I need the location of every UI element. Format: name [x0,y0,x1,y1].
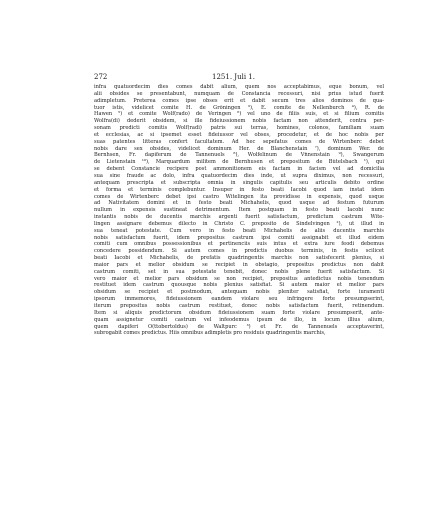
text-line: instantis nobis de ducentis marchis argenti fuerit satisfactum, predictum castrum Wite- [94,214,384,221]
text-line: Bernhsen, Fr. dapiferum de Tannenuels ⁸), Wolfelinum de Vňnenstain ⁹), Swangerum [94,152,384,159]
running-title: 1251. Juli 1. [212,73,255,81]
text-line: et ecclesias, ac si ipsemet esset fideiussor vel obses, procedetur, et de hoc nobis per [94,131,384,138]
text-line: iterum prepositus nobis castrum restituet, donec nobis satisfactum fuerit, retinendum. [94,303,384,309]
text-line: subrogabit comes predictus. Hiis omnibus adimpletis pro residuis quadringentis marchis, [94,330,326,337]
text-line: quem dapiferi O(ttobertoldus) de Waltpurc ³) et Fr. de Tannenuels acceptaverint, [94,323,384,330]
text-line: Hawen ⁵) et comite Wolf(rado) de Veringen ⁶) vel uno de filiis suis, et si filium comitis [94,111,384,118]
text-line: adimpletum. Preterea comes ipse obses erit et dabit secum tres alios dominos de qua- [94,97,384,104]
text-line: beati Iacobi et Michahelis, de prefatis quadringentis marchis non satisfecerit plenius, si [94,255,384,262]
text-line: antequam prescripta et subscripta omnia in singulis capitulis seu articulis debito ordine [94,179,384,186]
text-line: sua sine fraude ac dolo, infra quatuordecim dies inde, ut supra diximus, non recessuri, [94,172,384,179]
text-line: lingen assignare debemus dilecto in Christo C. preposito de Sindelvingen ²), ut illud in [94,220,384,227]
text-line: Wolfra(di) dederit obsidem, si ille fideiussionem nobis factam non attenderit, contra per- [94,118,384,125]
text-line: maior pars et melior obsidum se recipiet in obstagio, prepositus predictus non dabit [94,261,384,268]
text-line: tuor istis, videlicet comite H. de Grőningen ³), E. comite de Nellenburch ⁴), R. de [94,104,384,111]
text-line: comes de Wirtenberc debet ipsi castro Witelingen ita providisse in expensis, quod usque [94,193,384,200]
text-line: castrum comiti, set in sua potestate tenebit, donec nobis plene fuerit satisfactum. Si [94,268,384,275]
text-line: quam assignetur comiti castrum vel infeodemus ipsum de illo, in locum illius alium, [94,316,384,323]
text-line: se debent Constancie recipere post ammonitionem eis factam in facism vel ad domicilia [94,166,384,173]
text-line: ipsorum immemores, fideiussionem eandem violare seu infringere forte presumpserint, [94,296,384,303]
page-header [94,72,384,82]
text-line: nullum in expensis sustineat detrimentum. Item postquam in festo beati Iacobi nunc [94,207,384,214]
text-line: infra quatuordecim dies comes dabit alium, quem nos acceptabimus, eque bonum, vel [94,84,384,90]
text-line: suas patentes litteras confert facultatem. Ad hec sepefatus comes de Wirtenberc debet [94,138,384,145]
text-line: sua teneat potestate. Cum vero in festo beati Michahelis de aliis ducentis marchis [94,227,384,234]
text-line: ad Nativitatem domini et in festo beati Michahelis, quod usque ad festum futurum [94,200,384,207]
text-line: Item si aliquis predictorum obsidum fideiussionem suam forte violare presumpserit, ante- [94,309,384,316]
text-line: alii obsides se presentabunt, numquam de Constancia recessuri, nisi prius istud fuerit [94,90,384,97]
text-line: comiti cum omnibus possessionibus et pertinenciis suis intus et extra iure feodi debemus [94,241,384,248]
page-number: 272 [94,73,108,81]
text-line: et forma et terminis complebuntur. Insuper in festo beati Iacobi quod iam instat idem [94,186,384,193]
text-line: restituet idem castrum quousque nobis plenius satisfiat. Si autem maior et melior pars [94,282,384,289]
text-line: concedere possidendum. Si autem comes in predictis duobus terminis, in festis scilicet [94,248,384,255]
text-line: sonam predicti comitis Wolf(radi) patris sui terras, homines, colonos, familiam suam [94,125,384,132]
body-text [94,84,384,337]
text-line: nobis satisfactum fuerit, idem prepositus castrum ipsi comiti assignabit et illud eidem [94,234,384,241]
text-line: obsidum se recipiet et postmodum, antequam nobis pleniter satisfiat, forte iuramenti [94,289,384,296]
text-line: de Lietenstain ¹⁰), Marquardum militem de Bernhusen et prepositum de Bŭtelsbach ¹), qui [94,159,384,166]
text-line: nobis dare sex obsides, videlicet dominum Her. de Blanchenstain ⁷), dominum Wer. de [94,145,384,152]
text-line: vero maior et melior pars obsidum se non recipiet, prepositus antedictus nobis tenendum [94,275,384,282]
